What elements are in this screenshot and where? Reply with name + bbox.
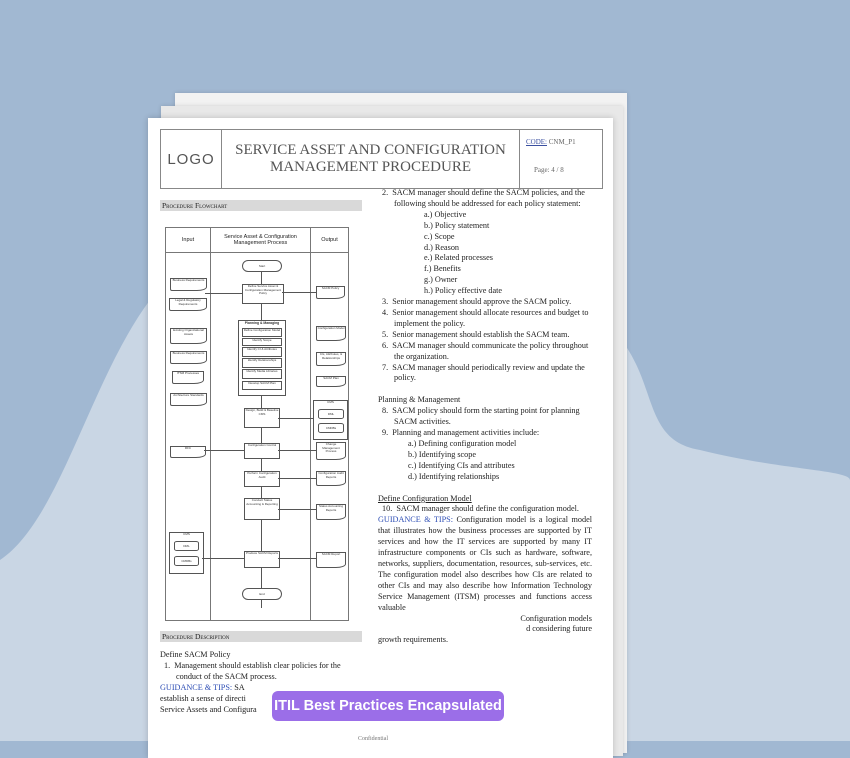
logo-placeholder: LOGO: [161, 130, 222, 188]
sub-item: [424, 286, 592, 297]
item-number: 2.: [382, 188, 389, 197]
flow-identify-cis: Identify CI & Attributes: [242, 347, 282, 357]
flow-connector: [204, 450, 244, 451]
sub-item: [408, 439, 592, 450]
sub-item: [424, 275, 592, 286]
item-9: [378, 428, 592, 439]
item-text: Senior management should establish the SACM team.: [392, 329, 570, 339]
guidance-label: GUIDANCE & TIPS:: [160, 682, 233, 692]
flow-status-reports: Status Accounting Reports: [316, 504, 346, 520]
flow-cis-attributes: CIs, Attributes, & Relationships: [316, 352, 346, 366]
flow-develop-plan: Develop SACM Plan: [242, 381, 282, 390]
sub-item-key: f.): [424, 264, 432, 274]
flow-identify-relationships: Identify Relationships: [242, 358, 282, 368]
guidance-tips: [378, 515, 592, 613]
sub-item-text: Policy statement: [434, 220, 490, 230]
document-code-cell: [520, 130, 602, 188]
guidance-text: Configuration model is a logical model that illustrates how the business processes are supported by IT services and how the IT services are supported by many IT infrastructure components or CIs such as hardware, software, networks, suppliers, documentation, resources, sub-services, etc. The configuration model also describes how CIs are related to other CIs and may also describe how Information Technology Service Management (ITSM) processes and functions access valuable: [378, 515, 592, 612]
flowchart-heading: Procedure Flowchart: [160, 200, 362, 211]
flow-connector: [282, 292, 316, 293]
sub-item-key: c.): [424, 231, 433, 241]
document-page: [148, 118, 613, 758]
sub-item-text: Benefits: [433, 264, 461, 274]
sub-item: [424, 264, 592, 275]
code-label: CODE:: [526, 138, 547, 146]
flow-sacm-report: SACM Report: [316, 552, 346, 568]
item-8: [378, 406, 592, 428]
sub-item-key: c.): [408, 460, 417, 470]
define-policy-title: Define SACM Policy: [160, 650, 231, 659]
sub-item: [408, 450, 592, 461]
sub-item-key: g.): [424, 275, 433, 285]
flow-dml-2: DML: [174, 541, 199, 551]
sub-item: [424, 221, 592, 232]
flow-perform-audit: Perform Configuration Audit: [244, 471, 280, 487]
sub-item: [424, 253, 592, 264]
lane-process-header: Service Asset & Configuration Management Process: [211, 228, 310, 253]
sub-item-key: b.): [408, 449, 417, 459]
sub-item-text: Reason: [434, 242, 460, 252]
item-text: Planning and management activities include:: [392, 428, 540, 438]
flow-end: End: [242, 588, 282, 600]
item-2-sublist: [378, 210, 592, 297]
flow-cmdbs: CMDBs: [318, 423, 344, 433]
item-6: [378, 341, 592, 363]
left-column: [160, 200, 362, 715]
sub-item-text: Identifying scope: [418, 449, 476, 459]
flow-define-policy: Define Service Asset & Configuration Management Policy: [242, 284, 284, 304]
flow-connector: [278, 478, 316, 479]
flow-connector: [205, 293, 242, 294]
item-text: Senior management should allocate resources and budget to implement the policy.: [392, 307, 589, 328]
flow-start: Start: [242, 260, 282, 272]
sub-item-text: Identifying relationships: [418, 471, 500, 481]
flow-planning-title: Planning & Managing: [244, 321, 280, 325]
flow-cms-group: [313, 400, 348, 440]
sub-item-key: a.): [424, 209, 433, 219]
sub-item: [424, 232, 592, 243]
flow-cms-label: CMS: [327, 400, 334, 404]
sub-item-key: h.): [424, 286, 433, 296]
lane-output-header: Output: [311, 228, 348, 253]
lane-input-header: Input: [166, 228, 210, 253]
item-text: SACM manager should define the configuration model.: [396, 504, 579, 514]
item-2: [378, 188, 592, 210]
text-line: Service Assets and Configura: [160, 704, 257, 714]
sub-item-key: b.): [424, 220, 433, 230]
flow-cms-group-2: [169, 532, 204, 574]
title-line-1: SERVICE ASSET AND CONFIGURATION: [235, 142, 506, 158]
item-10: [378, 504, 592, 515]
item-text: Management should establish clear policies for the conduct of the SACM process.: [174, 660, 341, 681]
flow-configuration-model: Configuration Model: [316, 326, 346, 341]
sub-item-text: Objective: [434, 209, 467, 219]
item-text: Senior management should approve the SACM policy.: [392, 297, 572, 307]
planning-title: Planning & Management: [378, 395, 461, 405]
text-line: Configuration models: [520, 613, 592, 623]
sub-item-text: Identifying CIs and attributes: [418, 460, 515, 470]
flow-design-build: Design, Build & Baseline CMS: [244, 408, 280, 428]
sub-item-text: Scope: [434, 231, 455, 241]
flow-legal-requirements: Legal & Regulatory Requirements: [169, 298, 207, 311]
item-5: [378, 330, 592, 341]
document-header: [160, 129, 603, 189]
promo-badge[interactable]: ITIL Best Practices Encapsulated: [272, 691, 504, 721]
flow-produce-reports: Produce SACM Reports: [244, 551, 280, 568]
flow-audit-reports: Configuration Audit Reports: [316, 471, 346, 486]
code-value: CNM_P1: [548, 138, 576, 146]
sub-item: [424, 243, 592, 254]
sub-item-key: a.): [408, 438, 417, 448]
flow-cmdbs-2: CMDBs: [174, 556, 199, 566]
flow-identify-media: Identify Media Libraries: [242, 369, 282, 379]
flow-dml: DML: [318, 409, 344, 419]
sub-item-text: Owner: [434, 275, 458, 285]
item-number: 6.: [382, 340, 389, 350]
item-number: 10.: [382, 504, 393, 514]
item-number: 3.: [382, 297, 389, 307]
sub-item-text: Related processes: [434, 253, 493, 263]
sub-item-key: d.): [408, 471, 417, 481]
flow-status-accounting: Conduct Status Accounting & Reporting: [244, 498, 280, 520]
text-line: growth requirements.: [378, 635, 449, 645]
flow-connector: [278, 509, 316, 510]
flow-connector: [202, 558, 244, 559]
flow-define-model: Define Configuration Model: [242, 328, 282, 337]
item-7: [378, 363, 592, 385]
flow-itsm-processes: ITSM Processes: [172, 371, 204, 384]
item-text: SACM manager should periodically review and update the policy.: [392, 362, 585, 383]
sub-item: [424, 210, 592, 221]
flow-connector: [278, 558, 316, 559]
sub-item-text: Policy effective date: [434, 286, 503, 296]
sub-item-key: e.): [424, 253, 433, 263]
flow-sacm-plan: SACM Plan: [316, 376, 346, 387]
title-line-2: MANAGEMENT PROCEDURE: [270, 159, 471, 175]
sub-item: [408, 461, 592, 472]
document-code: [526, 138, 576, 146]
flow-rfc: RFC: [170, 446, 206, 458]
item-text: SACM policy should form the starting point for planning SACM activities.: [392, 406, 580, 427]
right-column: [378, 188, 592, 646]
item-number: 5.: [382, 329, 389, 339]
flow-sacm-policy: SACM Policy: [316, 286, 345, 299]
flow-connector: [278, 450, 316, 451]
flow-identify-scope: Identify Scope: [242, 338, 282, 346]
procedure-flowchart: [165, 227, 349, 621]
flow-config-control: Configuration Control: [244, 443, 280, 459]
document-title: [222, 130, 520, 188]
page-number: Page: 4 / 8: [534, 166, 564, 174]
flow-cms-label-2: CMS: [183, 532, 190, 536]
confidential-footer: Confidential: [358, 736, 388, 742]
item-number: 9.: [382, 428, 389, 438]
flow-business-requirements: Business Requirements: [170, 278, 207, 291]
item-number: 1.: [164, 660, 171, 670]
item-number: 7.: [382, 362, 389, 372]
sub-item-key: d.): [424, 242, 433, 252]
flow-existing-assets: Existing Organizational Assets: [170, 328, 207, 344]
guidance-label: GUIDANCE & TIPS:: [378, 515, 453, 525]
sub-item-text: Defining configuration model: [418, 438, 517, 448]
item-9-sublist: [378, 439, 592, 483]
flow-change-management: Change Management Process: [316, 442, 346, 460]
flow-architecture-standards: Architecture Standards: [170, 393, 207, 406]
model-title: Define Configuration Model: [378, 493, 472, 503]
item-1: [160, 661, 362, 683]
item-3: [378, 297, 592, 308]
guidance-text: SA: [234, 682, 245, 692]
description-heading: Procedure Description: [160, 631, 362, 642]
text-line: d considering future: [526, 624, 592, 634]
item-number: 4.: [382, 307, 389, 317]
flow-business-requirements-2: Business Requirements: [170, 351, 207, 364]
item-text: SACM manager should communicate the policy throughout the organization.: [392, 340, 589, 361]
sub-item: [408, 472, 592, 483]
text-line: establish a sense of directi: [160, 693, 246, 703]
item-4: [378, 308, 592, 330]
item-text: SACM manager should define the SACM policies, and the following should be addressed for each policy statement:: [392, 188, 585, 208]
flow-connector: [278, 418, 313, 419]
item-number: 8.: [382, 406, 389, 416]
